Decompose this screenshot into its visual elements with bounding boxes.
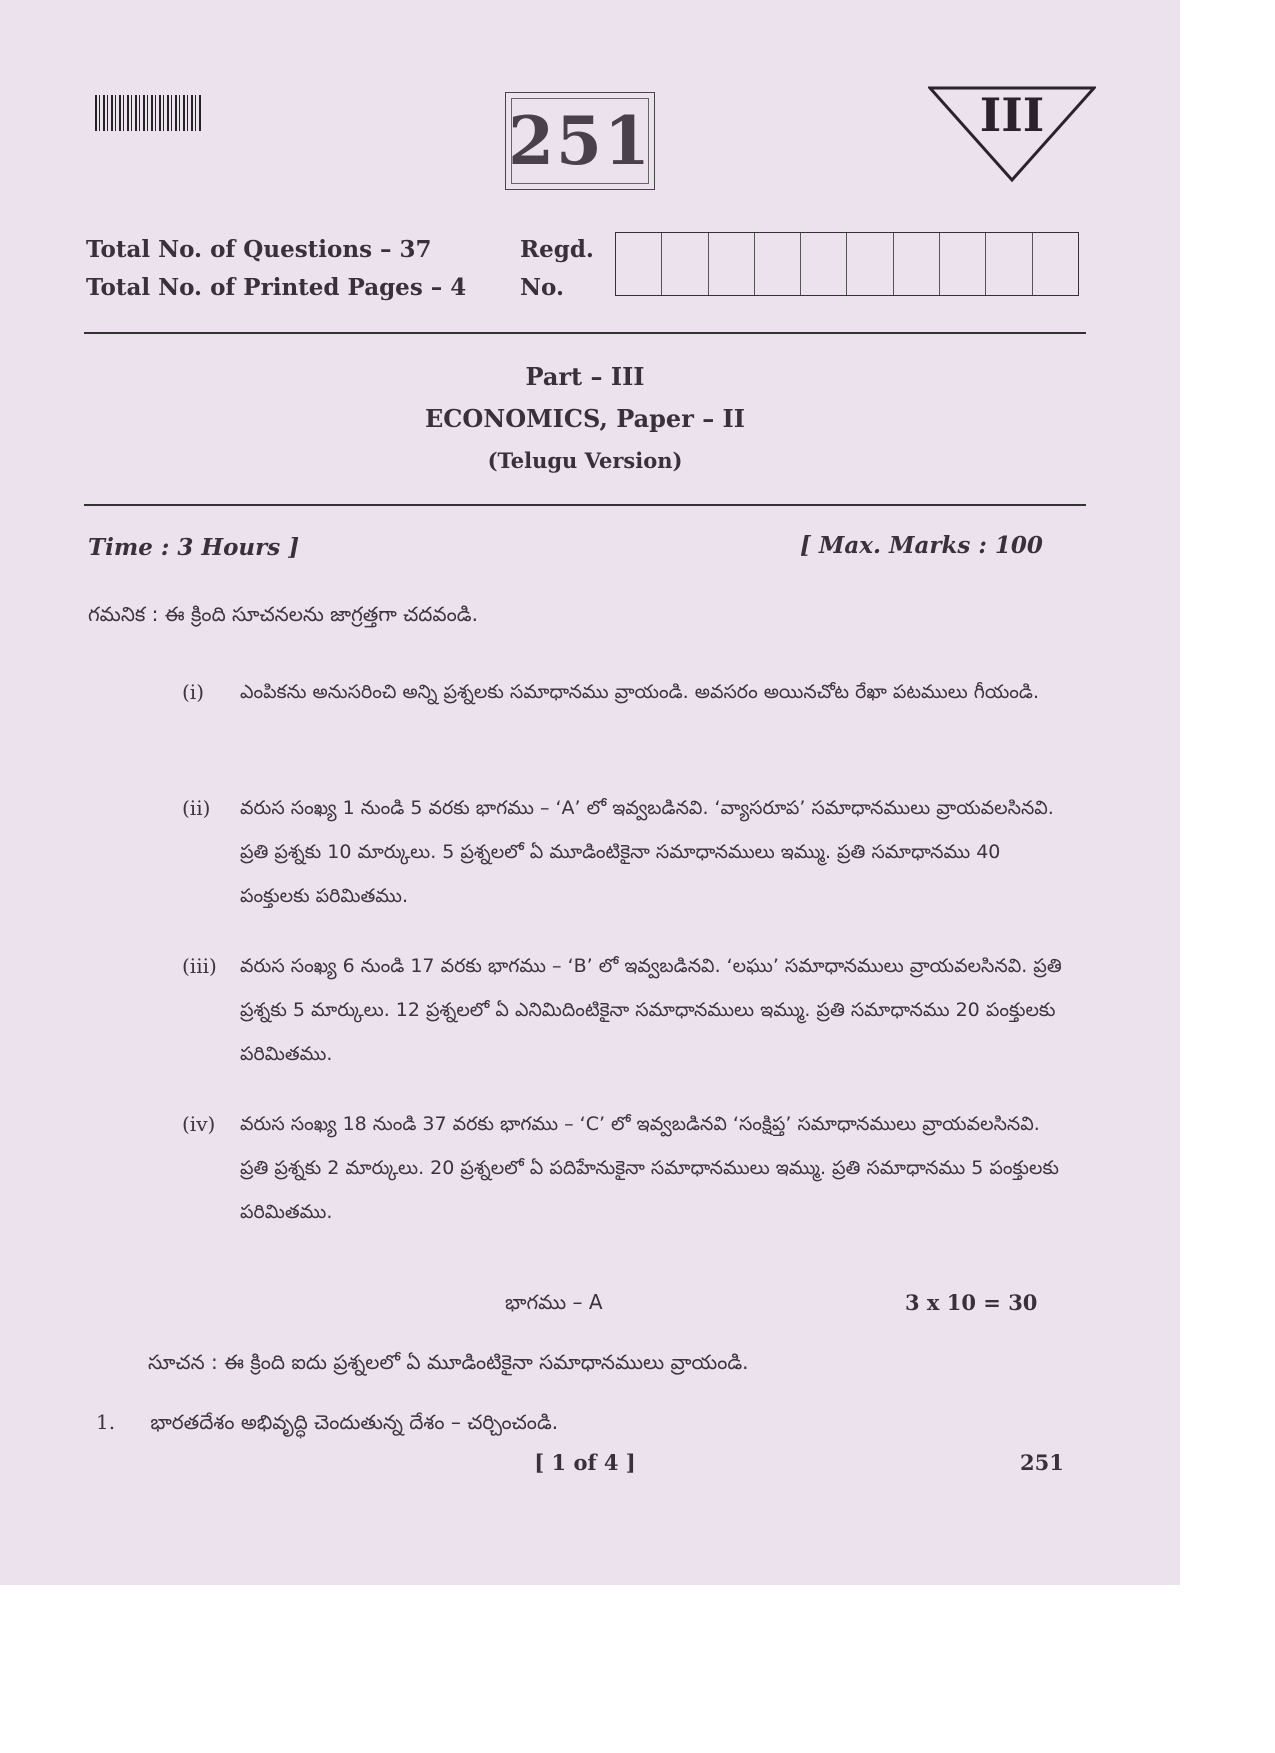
divider (84, 332, 1086, 334)
question-text: భారతదేశం అభివృద్ధి చెందుతున్న దేశం – చర్చించండి. (150, 1410, 559, 1434)
instruction-number: (iii) (182, 954, 217, 978)
instruction-number: (ii) (182, 796, 211, 820)
no-label: No. (520, 274, 564, 301)
question-number: 1. (96, 1410, 116, 1434)
regd-label: Regd. (520, 236, 594, 263)
total-pages: Total No. of Printed Pages – 4 (86, 274, 467, 301)
registration-number-boxes[interactable] (615, 232, 1079, 296)
instruction-text: ఎంపికను అనుసరించి అన్ని ప్రశ్నలకు సమాధానము వ్రాయండి. అవసరం అయినచోట రేఖా పటములు గీయండి. (240, 681, 1040, 703)
instruction-text: వరుస సంఖ్య 6 నుండి 17 వరకు భాగము – ‘B’ లో ఇవ్వబడినవి. ‘లఘు’ సమాధానములు వ్రాయవలసినవి. ప్రతి ప్రశ్నకు 5 మార్కులు. 12 ప్రశ్నలలో ఏ ఎనిమిదింటికైనా సమాధానములు ఇమ్ము. ప్రతి సమాధానము 20 పంక్తులకు పరిమితము. (240, 955, 1062, 1065)
divider (84, 504, 1086, 506)
version-title: (Telugu Version) (487, 448, 683, 473)
version-mark: III (979, 88, 1045, 142)
paper-code-box (505, 92, 655, 190)
section-a-instruction: సూచన : ఈ క్రింది ఐదు ప్రశ్నలలో ఏ మూడింటికైనా సమాధానములు వ్రాయండి. (148, 1350, 749, 1374)
time-label: Time : 3 Hours ] (88, 534, 300, 561)
part-title: Part – III (525, 362, 645, 391)
total-questions: Total No. of Questions – 37 (86, 236, 432, 263)
page-number: [ 1 of 4 ] (534, 1450, 636, 1475)
section-a-marks: 3 x 10 = 30 (905, 1290, 1038, 1315)
instruction-number: (i) (182, 680, 205, 704)
footer-paper-code: 251 (1020, 1450, 1064, 1475)
subject-title: ECONOMICS, Paper – II (424, 404, 746, 433)
paper-code: 251 (511, 98, 649, 184)
question-1 (96, 1410, 558, 1439)
instruction-text: వరుస సంఖ్య 18 నుండి 37 వరకు భాగము – ‘C’ లో ఇవ్వబడినవి ‘సంక్షిప్త’ సమాధానములు వ్రాయవలసినవి. ప్రతి ప్రశ్నకు 2 మార్కులు. 20 ప్రశ్నలలో ఏ పదిహేనుకైనా సమాధానములు ఇమ్ము. ప్రతి సమాధానము 5 పంక్తులకు పరిమితము. (240, 1113, 1059, 1223)
instruction-number: (iv) (182, 1112, 216, 1136)
max-marks-label: [ Max. Marks : 100 (800, 532, 1043, 559)
section-a-title: భాగము – A (505, 1290, 603, 1314)
barcode (95, 95, 203, 131)
instruction-text: వరుస సంఖ్య 1 నుండి 5 వరకు భాగము – ‘A’ లో ఇవ్వబడినవి. ‘వ్యాసరూప’ సమాధానములు వ్రాయవలసినవి. ప్రతి ప్రశ్నకు 10 మార్కులు. 5 ప్రశ్నలలో ఏ మూడింటికైనా సమాధానములు ఇమ్ము. ప్రతి సమాధానము 40 పంక్తులకు పరిమితము. (240, 797, 1054, 907)
instruction-note: గమనిక : ఈ క్రింది సూచనలను జాగ్రత్తగా చదవండి. (88, 602, 478, 626)
